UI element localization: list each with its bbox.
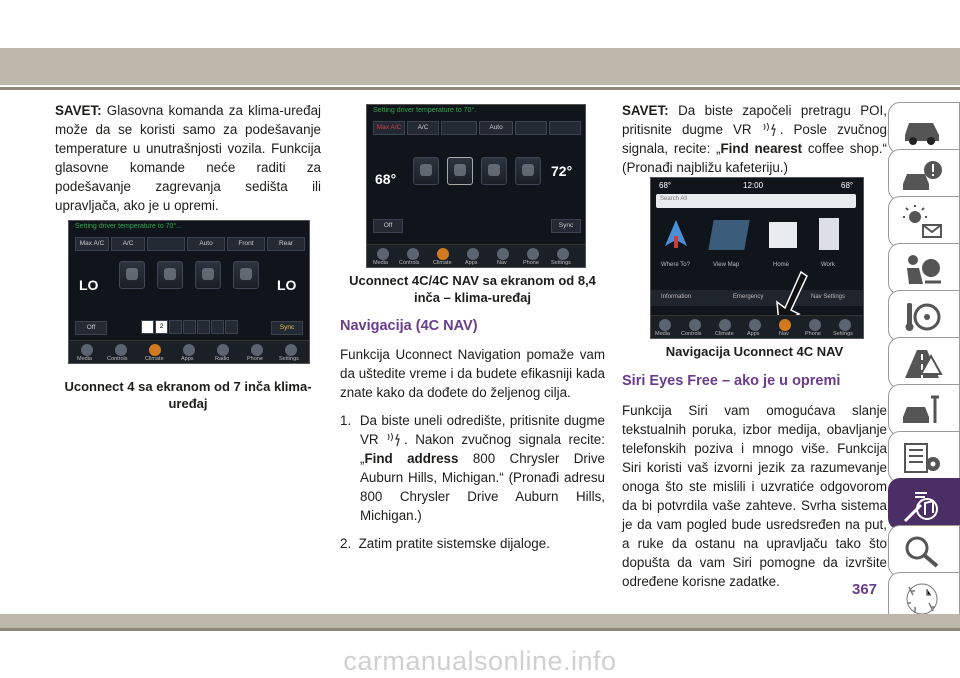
step-command: Find address bbox=[364, 451, 459, 466]
emergency-button[interactable]: Emergency bbox=[733, 294, 764, 300]
home-icon[interactable] bbox=[769, 222, 797, 248]
warning-car-icon bbox=[901, 158, 943, 194]
settings-icon[interactable] bbox=[285, 344, 297, 356]
seat-vent-right[interactable] bbox=[515, 157, 541, 185]
tab-road[interactable] bbox=[888, 337, 960, 389]
tab-multimedia[interactable] bbox=[888, 478, 960, 530]
alphabet-index-icon bbox=[901, 581, 943, 617]
fan-level-3[interactable] bbox=[169, 320, 182, 334]
work-icon[interactable] bbox=[819, 218, 839, 250]
rear-defrost-button[interactable] bbox=[549, 121, 581, 135]
screen-hint: Setting driver temperature to 70°. bbox=[373, 107, 477, 114]
dock-label: Apps bbox=[181, 356, 194, 362]
seat-vent-right[interactable] bbox=[233, 261, 259, 289]
front-defrost-button[interactable]: Front bbox=[227, 237, 265, 251]
tile-label: Work bbox=[821, 262, 835, 268]
note-label: SAVET: bbox=[622, 103, 669, 118]
column-3-lower bbox=[622, 372, 887, 591]
temp-left: 68° bbox=[659, 181, 672, 190]
auto-button[interactable]: Auto bbox=[187, 237, 225, 251]
climate-screen-8inch bbox=[366, 104, 586, 268]
step-text: 800 Chrysler Drive Auburn Hills, Michigan.“ (Pronađi adresu 800 Chrysler Drive Auburn Hills, Michigan.) bbox=[360, 451, 605, 523]
fan-level-1[interactable] bbox=[141, 320, 154, 334]
recirc-button[interactable] bbox=[147, 237, 185, 251]
nav-settings-button[interactable]: Nav Settings bbox=[811, 294, 846, 300]
front-defrost-button[interactable] bbox=[515, 121, 547, 135]
dock-label: Phone bbox=[805, 331, 821, 337]
tab-service[interactable] bbox=[888, 384, 960, 436]
apps-icon[interactable] bbox=[467, 248, 479, 260]
bottom-band bbox=[0, 614, 960, 628]
clock: 12:00 bbox=[743, 181, 764, 190]
where-to-icon[interactable] bbox=[663, 218, 689, 250]
figure-caption: Uconnect 4C/4C NAV sa ekranom od 8,4 inča – klima-uređaj bbox=[349, 273, 596, 305]
dock-label: Apps bbox=[747, 331, 760, 337]
tab-warning[interactable] bbox=[888, 149, 960, 201]
dock-label: Controls bbox=[681, 331, 702, 337]
column-2 bbox=[340, 317, 605, 553]
step-1 bbox=[340, 411, 605, 525]
off-button[interactable]: Off bbox=[373, 219, 403, 233]
phone-icon[interactable] bbox=[527, 248, 539, 260]
note-paragraph bbox=[55, 101, 321, 215]
dock-label: Media bbox=[655, 331, 670, 337]
driver-seat-active[interactable] bbox=[447, 157, 473, 185]
column-1 bbox=[55, 101, 321, 215]
search-input[interactable] bbox=[656, 194, 856, 208]
left-temp: 68° bbox=[375, 171, 397, 187]
fan-level-2[interactable]: 2 bbox=[155, 320, 168, 334]
sync-button[interactable]: Sync bbox=[551, 219, 581, 233]
step-text: . Nakon zvučnog signala recite: „ bbox=[360, 432, 605, 466]
sync-button[interactable]: Sync bbox=[271, 321, 303, 335]
dock-label: Settings bbox=[551, 260, 571, 266]
note-text: coffee shop.“ (Pronađi najbližu kafeteriju.) bbox=[622, 141, 887, 175]
tab-specs[interactable] bbox=[888, 431, 960, 483]
auto-button[interactable]: Auto bbox=[479, 121, 513, 135]
top-band bbox=[0, 48, 960, 85]
search-placeholder: Search All bbox=[660, 196, 688, 202]
radio-icon[interactable] bbox=[217, 344, 229, 356]
dock-label: Radio bbox=[215, 356, 230, 362]
temp-right: 68° bbox=[841, 181, 854, 190]
multimedia-note-icon bbox=[901, 487, 943, 523]
climate-icon[interactable] bbox=[149, 344, 161, 356]
dock-label: Nav bbox=[779, 331, 789, 337]
dock-label: Controls bbox=[399, 260, 420, 266]
max-ac-button[interactable]: Max A/C bbox=[373, 121, 405, 135]
dock-label: Controls bbox=[107, 356, 128, 362]
apps-icon[interactable] bbox=[749, 319, 761, 331]
map-icon[interactable] bbox=[708, 220, 749, 250]
nav-icon[interactable] bbox=[497, 248, 509, 260]
column-3 bbox=[622, 101, 887, 177]
search-icon bbox=[901, 534, 943, 570]
climate-icon[interactable] bbox=[719, 319, 731, 331]
section-heading: Siri Eyes Free – ako je u opremi bbox=[622, 373, 841, 389]
ac-button[interactable]: A/C bbox=[111, 237, 145, 251]
tab-lights[interactable] bbox=[888, 196, 960, 248]
apps-icon[interactable] bbox=[183, 344, 195, 356]
action-bar bbox=[651, 290, 863, 306]
climate-screen-7inch bbox=[68, 220, 310, 364]
right-temp: 72° bbox=[551, 163, 573, 179]
step-2 bbox=[340, 534, 605, 553]
voice-recognition-icon bbox=[386, 433, 404, 447]
tile-label: View Map bbox=[713, 262, 740, 268]
seat-heat-right[interactable] bbox=[195, 261, 221, 289]
controls-icon[interactable] bbox=[407, 248, 419, 260]
step-text: Da biste uneli odredište, pritisnite dugme VR bbox=[359, 413, 605, 447]
body-paragraph: Funkcija Siri vam omogućava slanje tekstualnih poruka, izbor medija, obavljanje telefonskih poziva i mnogo više. Funkcija Siri koristi vaš izvorni jezik za razumevanje onoga što ste mislili i uzvratiće odgovorom da bi potvrdila vaše zahteve. Svrha sistema je da vam pogled bude usredsređen na put, a ruke da ostanu na upravljaču tako što dopušta da vam Siri pomogne da izvršite određene korisne zadatke. bbox=[622, 403, 887, 589]
tab-search[interactable] bbox=[888, 525, 960, 577]
dock-bar bbox=[651, 315, 863, 338]
dock-label: Climate bbox=[715, 331, 734, 337]
figure-caption: Uconnect 4 sa ekranom od 7 inča klima-uređaj bbox=[64, 379, 312, 411]
climate-icon[interactable] bbox=[437, 248, 449, 260]
settings-icon[interactable] bbox=[557, 248, 569, 260]
road-warning-icon bbox=[901, 346, 943, 382]
note-paragraph bbox=[622, 101, 887, 177]
seat-vent-left[interactable] bbox=[157, 261, 183, 289]
lights-message-icon bbox=[901, 205, 943, 241]
fan-level-7[interactable] bbox=[225, 320, 238, 334]
note-label: SAVET: bbox=[55, 103, 102, 118]
tile-label: Home bbox=[773, 262, 790, 268]
tab-starting[interactable] bbox=[888, 290, 960, 342]
controls-icon[interactable] bbox=[689, 319, 701, 331]
seat-heat-right[interactable] bbox=[481, 157, 507, 185]
ac-button[interactable]: A/C bbox=[407, 121, 439, 135]
airbag-person-icon bbox=[901, 252, 943, 288]
rear-defrost-button[interactable]: Rear bbox=[267, 237, 305, 251]
fan-level-6[interactable] bbox=[211, 320, 224, 334]
intro-paragraph: Funkcija Uconnect Navigation pomaže vam da uštedite vreme i da budete efikasniji kada znate kako da dođete do željenog cilja. bbox=[340, 347, 605, 400]
dock-label: Climate bbox=[433, 260, 452, 266]
tile-label: Where To? bbox=[661, 262, 690, 268]
note-text: Glasovna komanda za klima-uređaj može da se koristi samo za podešavanje temperature u unutrašnjosti vozila. Funkcija glasovne komande neće raditi za podešavanje zagrevanja sedišta ili upravljača, ako je u opremi. bbox=[55, 103, 321, 213]
steering-key-icon bbox=[901, 299, 943, 335]
dock-label: Settings bbox=[833, 331, 853, 337]
seat-heat-left[interactable] bbox=[119, 261, 145, 289]
dock-label: Media bbox=[77, 356, 92, 362]
fan-level-5[interactable] bbox=[197, 320, 210, 334]
dock-label: Media bbox=[373, 260, 388, 266]
tab-car[interactable] bbox=[888, 102, 960, 154]
navigation-screen bbox=[650, 177, 864, 339]
max-ac-button[interactable]: Max A/C bbox=[75, 237, 109, 251]
tab-safety[interactable] bbox=[888, 243, 960, 295]
watermark: carmanualsonline.info bbox=[343, 646, 617, 676]
dock-label: Apps bbox=[465, 260, 478, 266]
figure-caption: Navigacija Uconnect 4C NAV bbox=[665, 344, 844, 359]
dock-bar bbox=[367, 244, 585, 267]
seat-heat-left[interactable] bbox=[413, 157, 439, 185]
fan-level-4[interactable] bbox=[183, 320, 196, 334]
dock-label: Nav bbox=[497, 260, 507, 266]
dock-label: Settings bbox=[279, 356, 299, 362]
controls-icon[interactable] bbox=[115, 344, 127, 356]
bottom-rule bbox=[0, 628, 960, 631]
nav-icon[interactable] bbox=[779, 319, 791, 331]
note-command: Find nearest bbox=[720, 141, 803, 156]
dock-label: Phone bbox=[523, 260, 539, 266]
media-icon[interactable] bbox=[659, 319, 671, 331]
car-wrench-icon bbox=[901, 393, 943, 429]
screen-hint: Setting driver temperature to 70°... bbox=[75, 223, 183, 230]
car-icon bbox=[901, 111, 943, 147]
step-number: 1. bbox=[340, 413, 352, 428]
dock-label: Climate bbox=[145, 356, 164, 362]
right-temp: LO bbox=[277, 277, 297, 293]
top-rule bbox=[0, 87, 960, 90]
media-icon[interactable] bbox=[377, 248, 389, 260]
dock-bar bbox=[69, 340, 309, 363]
dock-label: Phone bbox=[247, 356, 263, 362]
section-heading: Navigacija (4C NAV) bbox=[340, 318, 478, 334]
information-button[interactable]: Information bbox=[661, 294, 692, 300]
step-text: Zatim pratite sistemske dijaloge. bbox=[358, 536, 550, 551]
voice-recognition-icon bbox=[762, 123, 780, 137]
settings-icon[interactable] bbox=[839, 319, 851, 331]
recirc-button[interactable] bbox=[441, 121, 477, 135]
page-number: 367 bbox=[852, 581, 878, 598]
media-icon[interactable] bbox=[81, 344, 93, 356]
note-text: . Posle zvučnog signala, recite: „ bbox=[622, 122, 887, 156]
checklist-gear-icon bbox=[901, 440, 943, 476]
step-number: 2. bbox=[340, 536, 352, 551]
phone-icon[interactable] bbox=[809, 319, 821, 331]
note-text: Da biste započeli pretragu POI, pritisnite dugme VR bbox=[622, 103, 887, 137]
phone-icon[interactable] bbox=[251, 344, 263, 356]
left-temp: LO bbox=[79, 277, 99, 293]
off-button[interactable]: Off bbox=[75, 321, 107, 335]
